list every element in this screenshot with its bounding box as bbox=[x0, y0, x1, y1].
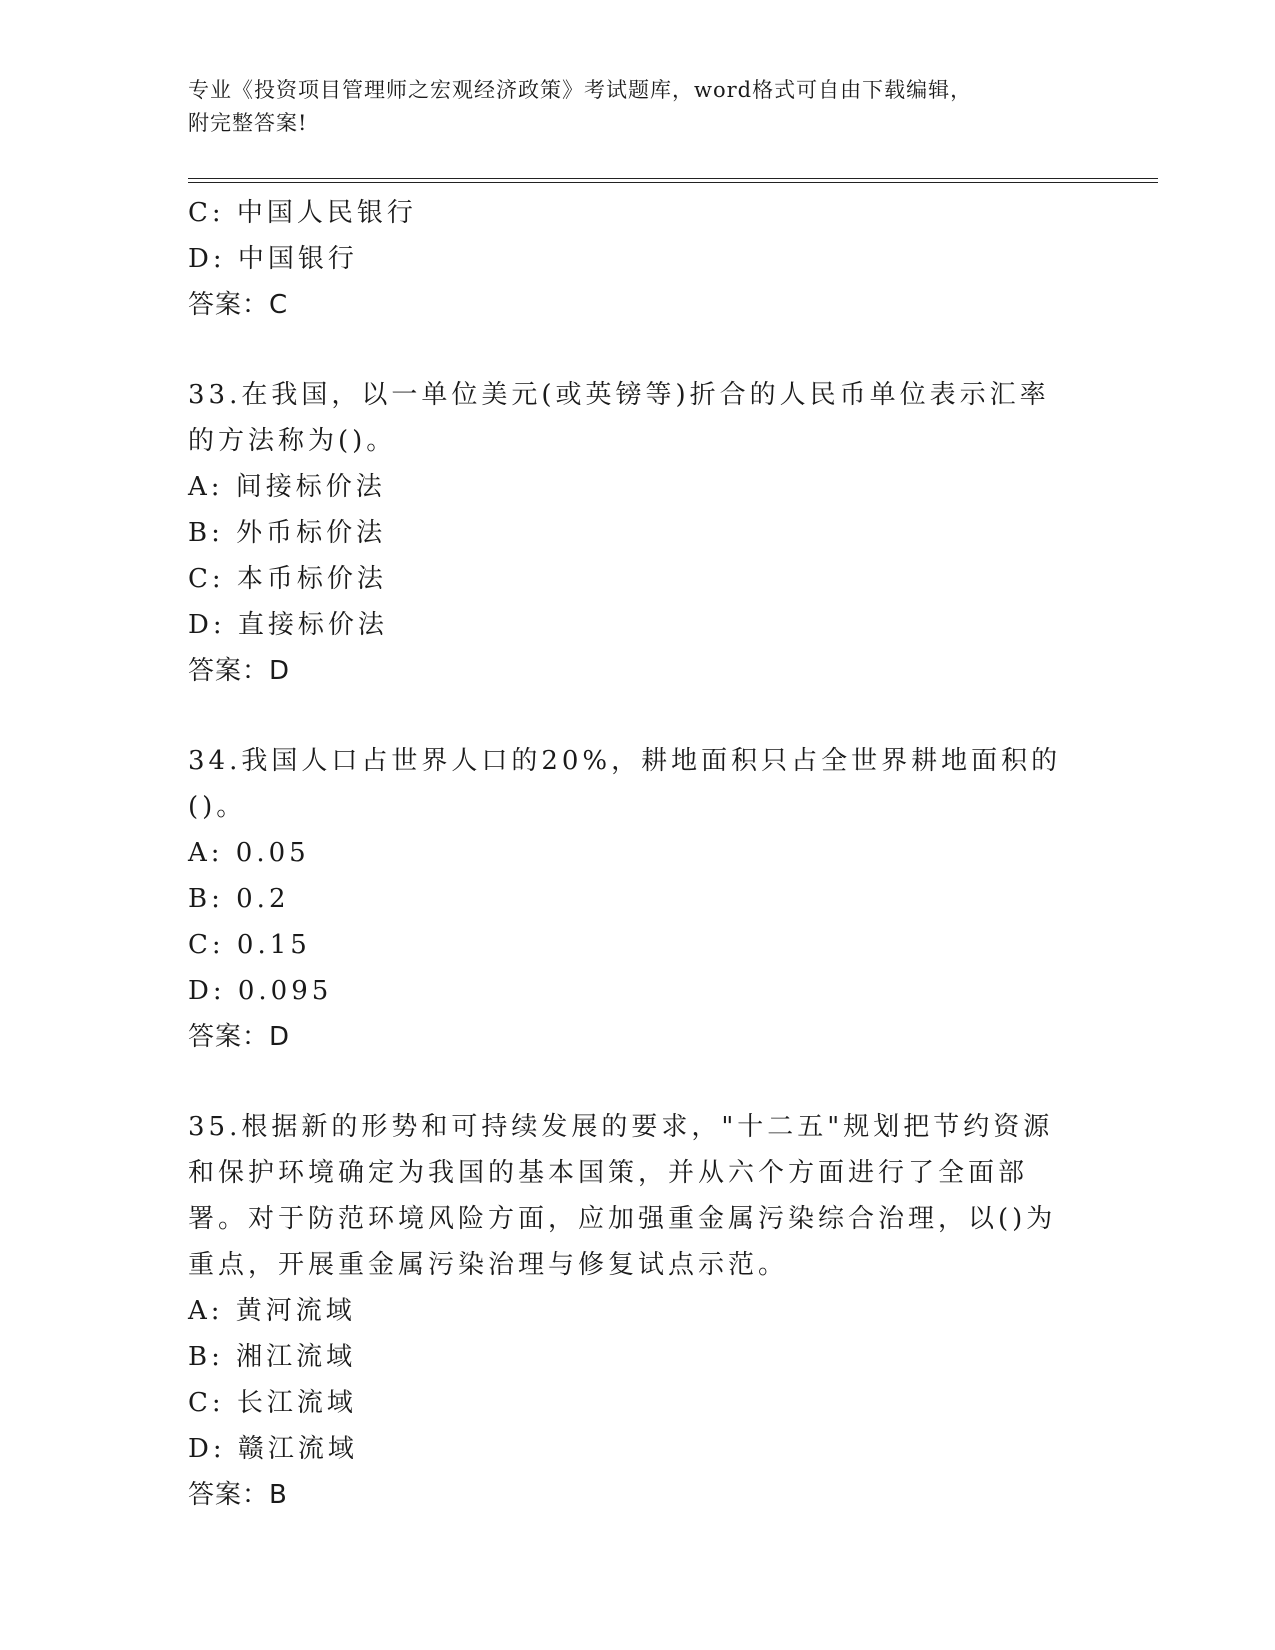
answer: 答案：C bbox=[188, 290, 289, 320]
spacer bbox=[188, 328, 1088, 372]
question-35 bbox=[188, 1104, 1088, 1518]
option-c: C: 0.15 bbox=[188, 930, 311, 960]
question-stem: 35.根据新的形势和可持续发展的要求，"十二五"规划把节约资源和保护环境确定为我国的基本国策，并从六个方面进行了全面部署。对于防范环境风险方面，应加强重金属污染综合治理，以()为重点，开展重金属污染治理与修复试点示范。 bbox=[188, 1112, 1057, 1280]
option-b: B: 湘江流域 bbox=[188, 1342, 357, 1372]
option-a: A: 间接标价法 bbox=[188, 472, 386, 502]
header-divider bbox=[188, 178, 1158, 183]
option-d: D: 0.095 bbox=[188, 976, 333, 1006]
option-d: D: 直接标价法 bbox=[188, 610, 388, 640]
spacer bbox=[188, 1060, 1088, 1104]
option-d: D: 中国银行 bbox=[188, 244, 358, 274]
answer: 答案：B bbox=[188, 1480, 288, 1510]
answer: 答案：D bbox=[188, 656, 291, 686]
question-stem: 34.我国人口占世界人口的20%，耕地面积只占全世界耕地面积的()。 bbox=[188, 746, 1062, 822]
question-list bbox=[188, 190, 1088, 1518]
question-stem: 33.在我国，以一单位美元(或英镑等)折合的人民币单位表示汇率的方法称为()。 bbox=[188, 380, 1050, 456]
option-b: B: 外币标价法 bbox=[188, 518, 387, 548]
question-33 bbox=[188, 372, 1088, 694]
question-32-tail bbox=[188, 190, 1088, 328]
option-c: C: 长江流域 bbox=[188, 1388, 357, 1418]
header-line-2: 附完整答案! bbox=[188, 111, 308, 135]
option-d: D: 赣江流域 bbox=[188, 1434, 358, 1464]
document-header bbox=[188, 74, 1088, 140]
option-c: C: 本币标价法 bbox=[188, 564, 387, 594]
header-line-1: 专业《投资项目管理师之宏观经济政策》考试题库，word格式可自由下载编辑， bbox=[188, 78, 973, 102]
option-b: B: 0.2 bbox=[188, 884, 290, 914]
option-c: C: 中国人民银行 bbox=[188, 198, 417, 228]
spacer bbox=[188, 694, 1088, 738]
question-34 bbox=[188, 738, 1088, 1060]
answer: 答案：D bbox=[188, 1022, 291, 1052]
option-a: A: 黄河流域 bbox=[188, 1296, 356, 1326]
option-a: A: 0.05 bbox=[188, 838, 310, 868]
